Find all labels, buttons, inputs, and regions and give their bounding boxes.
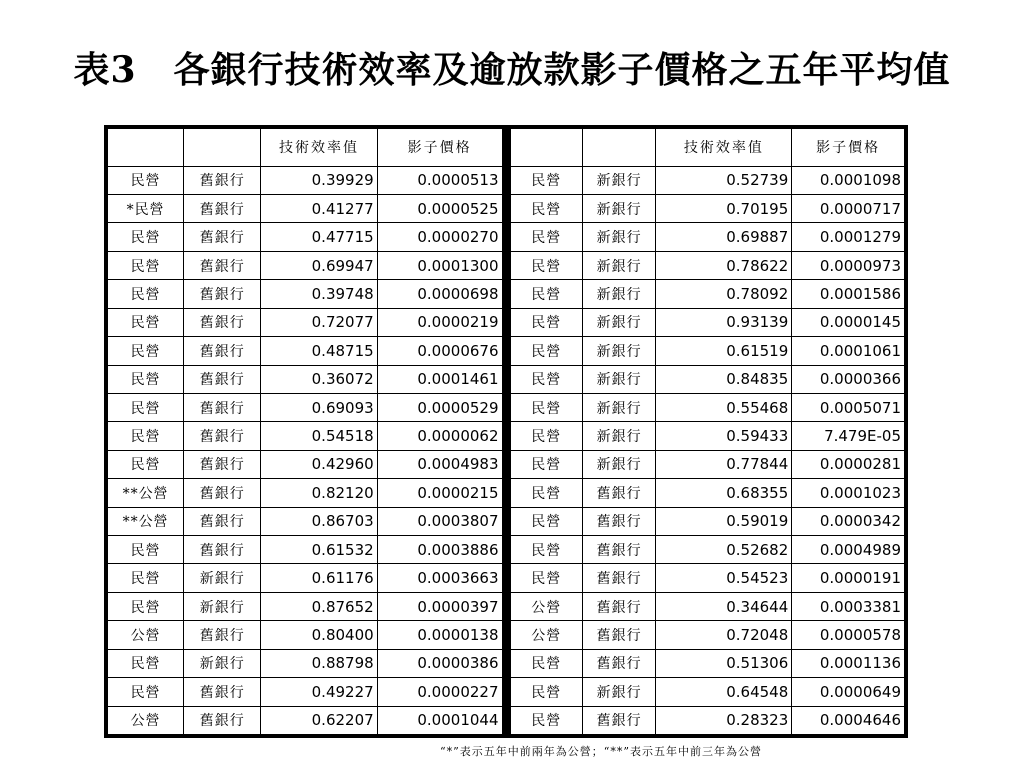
ownership-cell: 公營 — [510, 592, 582, 620]
efficiency-cell: 0.84835 — [656, 365, 792, 393]
bank-type-cell: 舊銀行 — [184, 166, 261, 194]
bank-type-cell: 舊銀行 — [582, 536, 655, 564]
shadow-price-cell: 0.0004989 — [792, 536, 905, 564]
shadow-price-cell: 0.0003807 — [377, 507, 502, 535]
bank-type-cell: 舊銀行 — [184, 393, 261, 421]
bank-type-cell: 新銀行 — [582, 308, 655, 336]
bank-type-cell: 舊銀行 — [184, 678, 261, 706]
efficiency-cell: 0.93139 — [656, 308, 792, 336]
ownership-cell: 民營 — [510, 280, 582, 308]
shadow-price-cell: 0.0000138 — [377, 621, 502, 649]
bank-type-cell: 舊銀行 — [582, 479, 655, 507]
efficiency-cell: 0.86703 — [261, 507, 377, 535]
table-row — [510, 450, 905, 478]
left-header-cell: 影子價格 — [377, 129, 502, 167]
ownership-cell: 民營 — [108, 365, 184, 393]
ownership-cell: 民營 — [510, 365, 582, 393]
table-row — [510, 678, 905, 706]
shadow-price-cell: 0.0000191 — [792, 564, 905, 592]
shadow-price-cell: 0.0000676 — [377, 337, 502, 365]
table-row — [108, 393, 503, 421]
shadow-price-cell: 0.0000717 — [792, 194, 905, 222]
table-row — [510, 194, 905, 222]
shadow-price-cell: 0.0004983 — [377, 450, 502, 478]
efficiency-cell: 0.80400 — [261, 621, 377, 649]
right-header-cell: 影子價格 — [792, 129, 905, 167]
table-row — [510, 706, 905, 734]
table-row — [108, 592, 503, 620]
efficiency-cell: 0.69947 — [261, 251, 377, 279]
shadow-price-cell: 0.0000062 — [377, 422, 502, 450]
right-header-cell: 技術效率值 — [656, 129, 792, 167]
table-row — [108, 479, 503, 507]
table-row — [510, 251, 905, 279]
ownership-cell: 民營 — [510, 393, 582, 421]
efficiency-cell: 0.61532 — [261, 536, 377, 564]
shadow-price-cell: 0.0000649 — [792, 678, 905, 706]
shadow-price-cell: 7.479E-05 — [792, 422, 905, 450]
table-row — [510, 166, 905, 194]
efficiency-cell: 0.62207 — [261, 706, 377, 734]
bank-type-cell: 舊銀行 — [582, 621, 655, 649]
bank-type-cell: 舊銀行 — [184, 337, 261, 365]
bank-type-cell: 舊銀行 — [184, 251, 261, 279]
shadow-price-cell: 0.0000973 — [792, 251, 905, 279]
shadow-price-cell: 0.0001279 — [792, 223, 905, 251]
efficiency-cell: 0.41277 — [261, 194, 377, 222]
efficiency-cell: 0.28323 — [656, 706, 792, 734]
shadow-price-cell: 0.0000513 — [377, 166, 502, 194]
efficiency-cell: 0.64548 — [656, 678, 792, 706]
footnote: “*”表示五年中前兩年為公營；“**”表示五年中前三年為公營 — [440, 745, 762, 758]
table-row — [510, 536, 905, 564]
efficiency-cell: 0.61176 — [261, 564, 377, 592]
efficiency-cell: 0.52682 — [656, 536, 792, 564]
bank-type-cell: 舊銀行 — [184, 450, 261, 478]
efficiency-cell: 0.48715 — [261, 337, 377, 365]
shadow-price-cell: 0.0001461 — [377, 365, 502, 393]
efficiency-cell: 0.47715 — [261, 223, 377, 251]
shadow-price-cell: 0.0000145 — [792, 308, 905, 336]
shadow-price-cell: 0.0001586 — [792, 280, 905, 308]
ownership-cell: 民營 — [510, 564, 582, 592]
bank-type-cell: 新銀行 — [582, 280, 655, 308]
bank-type-cell: 舊銀行 — [184, 479, 261, 507]
page-title: 表3 各銀行技術效率及逾放款影子價格之五年平均值 — [73, 49, 951, 91]
bank-type-cell: 新銀行 — [184, 564, 261, 592]
table-row — [108, 507, 503, 535]
table-row — [108, 251, 503, 279]
bank-type-cell: 新銀行 — [582, 678, 655, 706]
left-header-cell: 技術效率值 — [261, 129, 377, 167]
bank-type-cell: 舊銀行 — [184, 194, 261, 222]
left-header-cell — [108, 129, 184, 167]
ownership-cell: 公營 — [108, 621, 184, 649]
data-table — [104, 125, 908, 738]
shadow-price-cell: 0.0000281 — [792, 450, 905, 478]
shadow-price-cell: 0.0000397 — [377, 592, 502, 620]
shadow-price-cell: 0.0004646 — [792, 706, 905, 734]
shadow-price-cell: 0.0000215 — [377, 479, 502, 507]
bank-type-cell: 舊銀行 — [582, 706, 655, 734]
bank-type-cell: 新銀行 — [582, 450, 655, 478]
table-row — [510, 365, 905, 393]
table-row — [108, 166, 503, 194]
efficiency-cell: 0.59019 — [656, 507, 792, 535]
ownership-cell: 民營 — [108, 308, 184, 336]
ownership-cell: *民營 — [108, 194, 184, 222]
bank-type-cell: 舊銀行 — [582, 564, 655, 592]
ownership-cell: 民營 — [510, 194, 582, 222]
bank-type-cell: 新銀行 — [582, 223, 655, 251]
table-row — [108, 649, 503, 677]
ownership-cell: 公營 — [108, 706, 184, 734]
bank-type-cell: 新銀行 — [582, 194, 655, 222]
ownership-cell: 民營 — [108, 536, 184, 564]
bank-type-cell: 舊銀行 — [184, 536, 261, 564]
bank-type-cell: 新銀行 — [582, 422, 655, 450]
ownership-cell: 民營 — [108, 592, 184, 620]
right-table-panel — [508, 128, 906, 735]
table-row — [108, 564, 503, 592]
ownership-cell: 民營 — [108, 678, 184, 706]
table-row — [510, 479, 905, 507]
bank-type-cell: 新銀行 — [582, 166, 655, 194]
bank-type-cell: 舊銀行 — [184, 223, 261, 251]
efficiency-cell: 0.49227 — [261, 678, 377, 706]
ownership-cell: 民營 — [510, 166, 582, 194]
ownership-cell: 民營 — [108, 450, 184, 478]
left-table-panel — [107, 128, 505, 735]
bank-type-cell: 舊銀行 — [582, 649, 655, 677]
efficiency-cell: 0.78622 — [656, 251, 792, 279]
right-header-row — [510, 129, 905, 167]
efficiency-cell: 0.68355 — [656, 479, 792, 507]
ownership-cell: 民營 — [108, 337, 184, 365]
efficiency-cell: 0.42960 — [261, 450, 377, 478]
table-row — [510, 337, 905, 365]
table-row — [510, 223, 905, 251]
shadow-price-cell: 0.0001300 — [377, 251, 502, 279]
efficiency-cell: 0.87652 — [261, 592, 377, 620]
efficiency-cell: 0.54523 — [656, 564, 792, 592]
table-row — [108, 337, 503, 365]
efficiency-cell: 0.55468 — [656, 393, 792, 421]
ownership-cell: 民營 — [108, 223, 184, 251]
efficiency-cell: 0.78092 — [656, 280, 792, 308]
ownership-cell: 民營 — [510, 251, 582, 279]
bank-type-cell: 新銀行 — [582, 393, 655, 421]
ownership-cell: 民營 — [108, 280, 184, 308]
efficiency-cell: 0.69093 — [261, 393, 377, 421]
ownership-cell: 民營 — [108, 251, 184, 279]
ownership-cell: 民營 — [108, 393, 184, 421]
efficiency-cell: 0.70195 — [656, 194, 792, 222]
bank-type-cell: 舊銀行 — [184, 507, 261, 535]
table-row — [510, 393, 905, 421]
shadow-price-cell: 0.0001023 — [792, 479, 905, 507]
ownership-cell: 民營 — [108, 166, 184, 194]
bank-type-cell: 舊銀行 — [184, 308, 261, 336]
left-header-row — [108, 129, 503, 167]
efficiency-cell: 0.36072 — [261, 365, 377, 393]
ownership-cell: 民營 — [108, 649, 184, 677]
left-header-cell — [184, 129, 261, 167]
shadow-price-cell: 0.0000525 — [377, 194, 502, 222]
table-row — [510, 507, 905, 535]
shadow-price-cell: 0.0003886 — [377, 536, 502, 564]
table-row — [108, 706, 503, 734]
bank-type-cell: 舊銀行 — [582, 507, 655, 535]
efficiency-cell: 0.69887 — [656, 223, 792, 251]
shadow-price-cell: 0.0000386 — [377, 649, 502, 677]
efficiency-cell: 0.72048 — [656, 621, 792, 649]
efficiency-cell: 0.77844 — [656, 450, 792, 478]
table-row — [108, 308, 503, 336]
shadow-price-cell: 0.0001136 — [792, 649, 905, 677]
table-row — [108, 536, 503, 564]
ownership-cell: **公營 — [108, 507, 184, 535]
bank-type-cell: 舊銀行 — [184, 706, 261, 734]
efficiency-cell: 0.72077 — [261, 308, 377, 336]
shadow-price-cell: 0.0000578 — [792, 621, 905, 649]
table-row — [108, 621, 503, 649]
shadow-price-cell: 0.0001098 — [792, 166, 905, 194]
shadow-price-cell: 0.0000219 — [377, 308, 502, 336]
shadow-price-cell: 0.0001044 — [377, 706, 502, 734]
ownership-cell: 公營 — [510, 621, 582, 649]
table-row — [108, 678, 503, 706]
bank-type-cell: 舊銀行 — [184, 365, 261, 393]
efficiency-cell: 0.52739 — [656, 166, 792, 194]
bank-type-cell: 舊銀行 — [184, 621, 261, 649]
efficiency-cell: 0.61519 — [656, 337, 792, 365]
shadow-price-cell: 0.0005071 — [792, 393, 905, 421]
left-table — [107, 128, 503, 735]
table-row — [510, 649, 905, 677]
shadow-price-cell: 0.0003663 — [377, 564, 502, 592]
bank-type-cell: 舊銀行 — [184, 280, 261, 308]
shadow-price-cell: 0.0001061 — [792, 337, 905, 365]
ownership-cell: 民營 — [510, 706, 582, 734]
efficiency-cell: 0.59433 — [656, 422, 792, 450]
efficiency-cell: 0.39748 — [261, 280, 377, 308]
table-row — [108, 223, 503, 251]
table-row — [510, 422, 905, 450]
bank-type-cell: 新銀行 — [184, 649, 261, 677]
table-row — [510, 308, 905, 336]
efficiency-cell: 0.82120 — [261, 479, 377, 507]
ownership-cell: 民營 — [108, 422, 184, 450]
shadow-price-cell: 0.0003381 — [792, 592, 905, 620]
ownership-cell: **公營 — [108, 479, 184, 507]
right-table — [510, 128, 906, 735]
table-row — [108, 280, 503, 308]
bank-type-cell: 新銀行 — [582, 337, 655, 365]
bank-type-cell: 新銀行 — [582, 251, 655, 279]
ownership-cell: 民營 — [510, 479, 582, 507]
right-header-cell — [510, 129, 582, 167]
shadow-price-cell: 0.0000270 — [377, 223, 502, 251]
shadow-price-cell: 0.0000227 — [377, 678, 502, 706]
ownership-cell: 民營 — [510, 536, 582, 564]
efficiency-cell: 0.54518 — [261, 422, 377, 450]
table-row — [510, 621, 905, 649]
shadow-price-cell: 0.0000698 — [377, 280, 502, 308]
ownership-cell: 民營 — [510, 450, 582, 478]
efficiency-cell: 0.51306 — [656, 649, 792, 677]
bank-type-cell: 新銀行 — [582, 365, 655, 393]
ownership-cell: 民營 — [510, 507, 582, 535]
ownership-cell: 民營 — [510, 308, 582, 336]
shadow-price-cell: 0.0000342 — [792, 507, 905, 535]
efficiency-cell: 0.88798 — [261, 649, 377, 677]
table-row — [510, 564, 905, 592]
right-header-cell — [582, 129, 655, 167]
efficiency-cell: 0.34644 — [656, 592, 792, 620]
bank-type-cell: 舊銀行 — [184, 422, 261, 450]
ownership-cell: 民營 — [510, 649, 582, 677]
bank-type-cell: 新銀行 — [184, 592, 261, 620]
table-row — [108, 450, 503, 478]
ownership-cell: 民營 — [510, 422, 582, 450]
table-row — [510, 592, 905, 620]
efficiency-cell: 0.39929 — [261, 166, 377, 194]
table-row — [108, 422, 503, 450]
ownership-cell: 民營 — [510, 337, 582, 365]
ownership-cell: 民營 — [108, 564, 184, 592]
table-row — [510, 280, 905, 308]
bank-type-cell: 舊銀行 — [582, 592, 655, 620]
shadow-price-cell: 0.0000529 — [377, 393, 502, 421]
ownership-cell: 民營 — [510, 678, 582, 706]
table-row — [108, 194, 503, 222]
shadow-price-cell: 0.0000366 — [792, 365, 905, 393]
table-row — [108, 365, 503, 393]
ownership-cell: 民營 — [510, 223, 582, 251]
